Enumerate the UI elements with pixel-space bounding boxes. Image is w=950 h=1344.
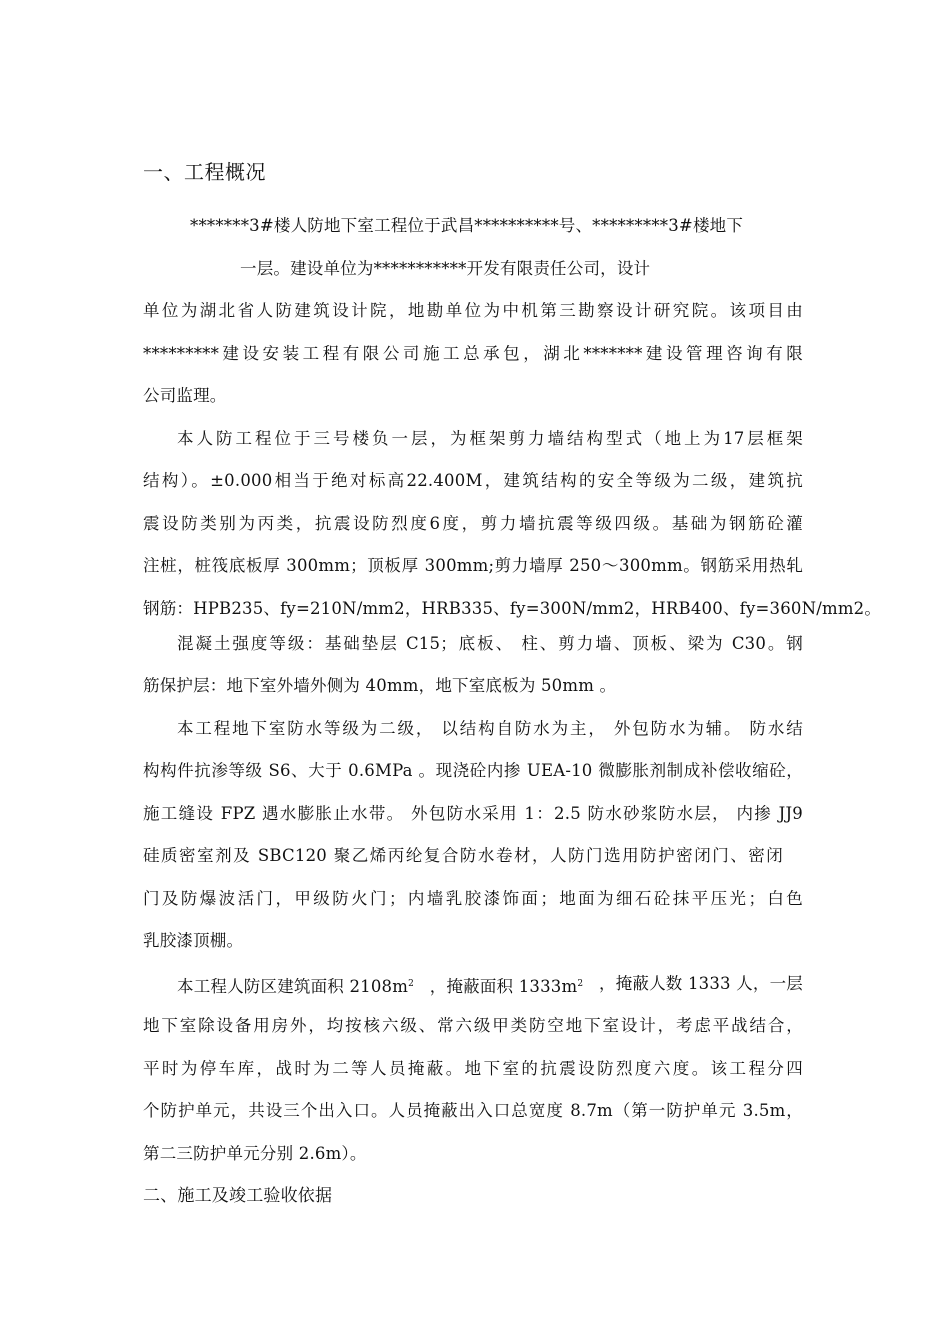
paragraph-line-area <box>177 972 803 999</box>
paragraph-line: *******3#楼人防地下室工程位于武昌**********号、*********3#楼地下 <box>190 216 744 235</box>
paragraph-line: 乳胶漆顶棚。 <box>143 931 244 950</box>
paragraph-line: 第二三防护单元分别 2.6m）。 <box>143 1144 367 1163</box>
paragraph-line: 结构）。±0.000相当于绝对标高22.400M，建筑结构的安全等级为二级，建筑抗 <box>143 471 803 490</box>
paragraph-line: 个防护单元，共设三个出入口。人员掩蔽出入口总宽度 8.7m（第一防护单元 3.5m， <box>143 1101 803 1120</box>
paragraph-line: 公司监理。 <box>143 386 227 405</box>
paragraph-line: 钢筋：HPB235、fy=210N/mm2，HRB335、fy=300N/mm2，HRB400、fy=360N/mm2。 <box>143 599 882 618</box>
superscript-two: 2 <box>408 979 415 989</box>
paragraph-line: 混凝土强度等级：基础垫层 C15；底板、 柱、剪力墙、顶板、梁为 C30。钢 <box>177 634 803 653</box>
superscript-two: 2 <box>577 979 584 989</box>
paragraph-line: 门及防爆波活门，甲级防火门；内墙乳胶漆饰面；地面为细石砼抹平压光；白色 <box>143 889 803 908</box>
area-text-part2: ，掩蔽面积 $1333m^2$ <box>429 977 584 996</box>
paragraph-line: 一层。建设单位为***********开发有限责任公司，设计 <box>240 259 651 278</box>
paragraph-line: 本人防工程位于三号楼负一层，为框架剪力墙结构型式（地上为17层框架 <box>177 429 803 448</box>
paragraph-line: 本工程地下室防水等级为二级， 以结构自防水为主， 外包防水为辅。 防水结 <box>177 719 803 738</box>
section-heading-acceptance: 二、施工及竣工验收依据 <box>143 1186 333 1206</box>
area-text-part1: 本工程人防区建筑面积 $2108m^2$ <box>177 977 415 996</box>
paragraph-line: 平时为停车库，战时为二等人员掩蔽。地下室的抗震设防烈度六度。该工程分四 <box>143 1059 803 1078</box>
paragraph-line: *********建设安装工程有限公司施工总承包，湖北*******建设管理咨询有限 <box>143 344 803 363</box>
paragraph-line: 地下室除设备用房外，均按核六级、常六级甲类防空地下室设计，考虑平战结合， <box>143 1016 803 1035</box>
area-text-part3: ，掩蔽人数 1333 人，一层 <box>599 974 803 993</box>
paragraph-line: 施工缝设 FPZ 遇水膨胀止水带。 外包防水采用 1：2.5 防水砂浆防水层， 内掺 JJ9 <box>143 804 803 823</box>
paragraph-line: 单位为湖北省人防建筑设计院，地勘单位为中机第三勘察设计研究院。该项目由 <box>143 301 803 320</box>
paragraph-line: 注桩，桩筏底板厚 300mm；顶板厚 300mm;剪力墙厚 250～300mm。钢筋采用热轧 <box>143 556 803 575</box>
section-heading-overview: 一、工程概况 <box>143 160 266 184</box>
paragraph-line: 筋保护层：地下室外墙外侧为 40mm，地下室底板为 50mm 。 <box>143 676 617 695</box>
paragraph-line: 震设防类别为丙类，抗震设防烈度6度，剪力墙抗震等级四级。基础为钢筋砼灌 <box>143 514 803 533</box>
paragraph-line: 构构件抗渗等级 S6、大于 0.6MPa 。现浇砼内掺 UEA-10 微膨胀剂制成补偿收缩砼， <box>143 761 803 780</box>
paragraph-line: 硅质密室剂及 SBC120 聚乙烯丙纶复合防水卷材，人防门选用防护密闭门、密闭 <box>143 846 783 865</box>
